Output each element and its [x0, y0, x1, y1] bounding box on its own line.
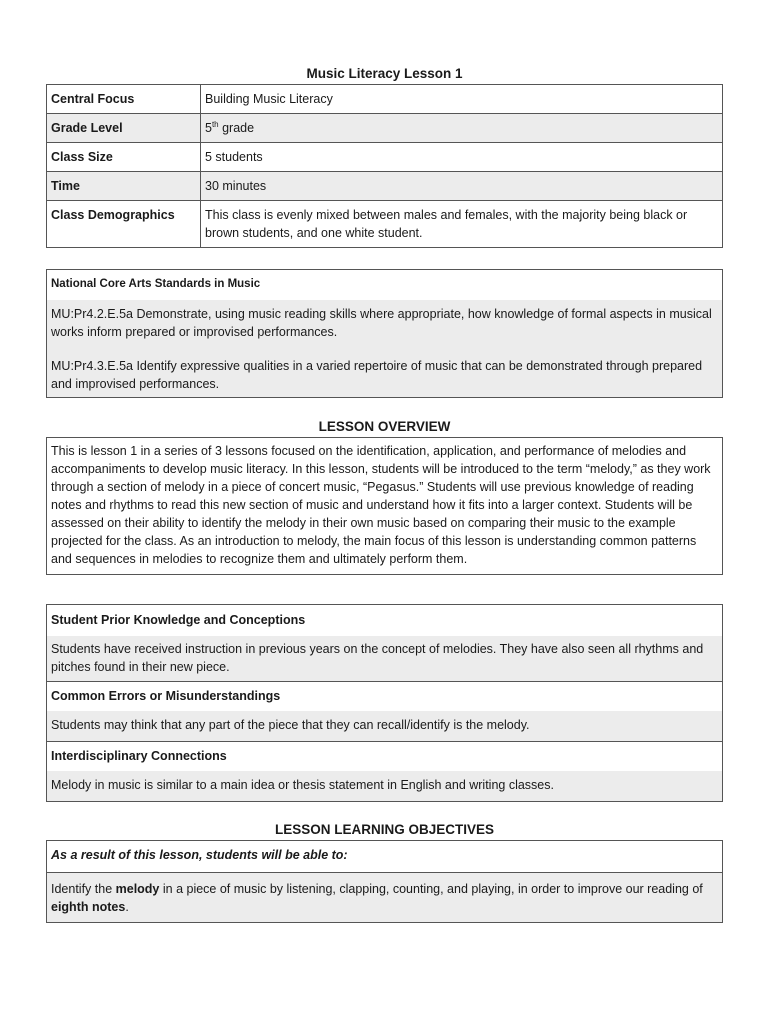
grade-word: grade: [218, 121, 255, 135]
interdisciplinary-text: Melody in music is similar to a main idea or thesis statement in English and writing classes.: [47, 771, 722, 801]
class-demographics-value: This class is evenly mixed between males and females, with the majority being black or brown students, and one white student.: [201, 201, 723, 248]
objective-bold-eighth-notes: eighth notes: [51, 900, 126, 914]
lesson-overview-box: [46, 437, 723, 575]
time-label: Time: [47, 172, 201, 201]
learning-objectives-heading: LESSON LEARNING OBJECTIVES: [274, 822, 495, 837]
lesson-overview-heading: LESSON OVERVIEW: [318, 419, 451, 434]
objective-text-b: in a piece of music by listening, clapping, counting, and playing, in order to improve our reading of: [159, 882, 703, 896]
table-row: [47, 143, 723, 172]
grade-number: 5: [205, 121, 212, 135]
table-row: [47, 172, 723, 201]
grade-suffix-sup: th: [211, 120, 219, 129]
objective-bold-melody: melody: [115, 882, 160, 896]
objective-text-a: Identify the: [51, 882, 116, 896]
standards-heading: National Core Arts Standards in Music: [51, 278, 261, 290]
grade-level-value: [201, 114, 723, 143]
class-demographics-label: Class Demographics: [47, 201, 201, 248]
table-row: [47, 114, 723, 143]
common-errors-heading: Common Errors or Misunderstandings: [47, 681, 722, 711]
grade-level-label: Grade Level: [47, 114, 201, 143]
objective-text-c: .: [125, 900, 129, 914]
prior-knowledge-heading: Student Prior Knowledge and Conceptions: [51, 613, 306, 627]
learning-objectives-box: [46, 840, 723, 923]
class-size-value: 5 students: [201, 143, 723, 172]
standards-body: [47, 300, 722, 397]
central-focus-label: Central Focus: [47, 85, 201, 114]
central-focus-value: Building Music Literacy: [201, 85, 723, 114]
interdisciplinary-heading: Interdisciplinary Connections: [47, 741, 722, 771]
objectives-intro: As a result of this lesson, students will be able to:: [51, 848, 348, 862]
lesson-overview-text: This is lesson 1 in a series of 3 lessons focused on the identification, application, and performance of melodies and accompaniments to develop music literacy. In this lesson, students will be introduced to the term “melody,” as they work through a section of melody in a piece of concert music, “Pegasus.” Students will use previous knowledge of reading notes and rhythms to read this new section of music and understand how it fits into a larger context. Students will be assessed on their ability to identify the melody in their own music based on comparing their music to the example projected for the class. As an introduction to melody, the main focus of this lesson is understanding common patterns and sequences in melodies to recognize them and ultimately perform them.: [51, 444, 711, 566]
standards-box: [46, 269, 723, 398]
table-row: [47, 201, 723, 248]
class-size-label: Class Size: [47, 143, 201, 172]
table-row: [47, 85, 723, 114]
prior-knowledge-text: Students have received instruction in previous years on the concept of melodies. They have also seen all rhythms and pitches found in their new piece.: [47, 636, 722, 681]
standard-item: MU:Pr4.3.E.5a Identify expressive qualities in a varied repertoire of music that can be demonstrated through prepared and improvised performances.: [51, 359, 703, 391]
standard-item: MU:Pr4.2.E.5a Demonstrate, using music reading skills where appropriate, how knowledge of formal aspects in musical works inform prepared or improvised performances.: [51, 307, 712, 339]
prior-knowledge-box: [46, 604, 723, 802]
time-value: 30 minutes: [201, 172, 723, 201]
objective-item: [47, 872, 722, 922]
lesson-info-table: [46, 84, 723, 248]
common-errors-text: Students may think that any part of the piece that they can recall/identify is the melody.: [47, 711, 722, 741]
page-title: Music Literacy Lesson 1: [306, 66, 463, 81]
